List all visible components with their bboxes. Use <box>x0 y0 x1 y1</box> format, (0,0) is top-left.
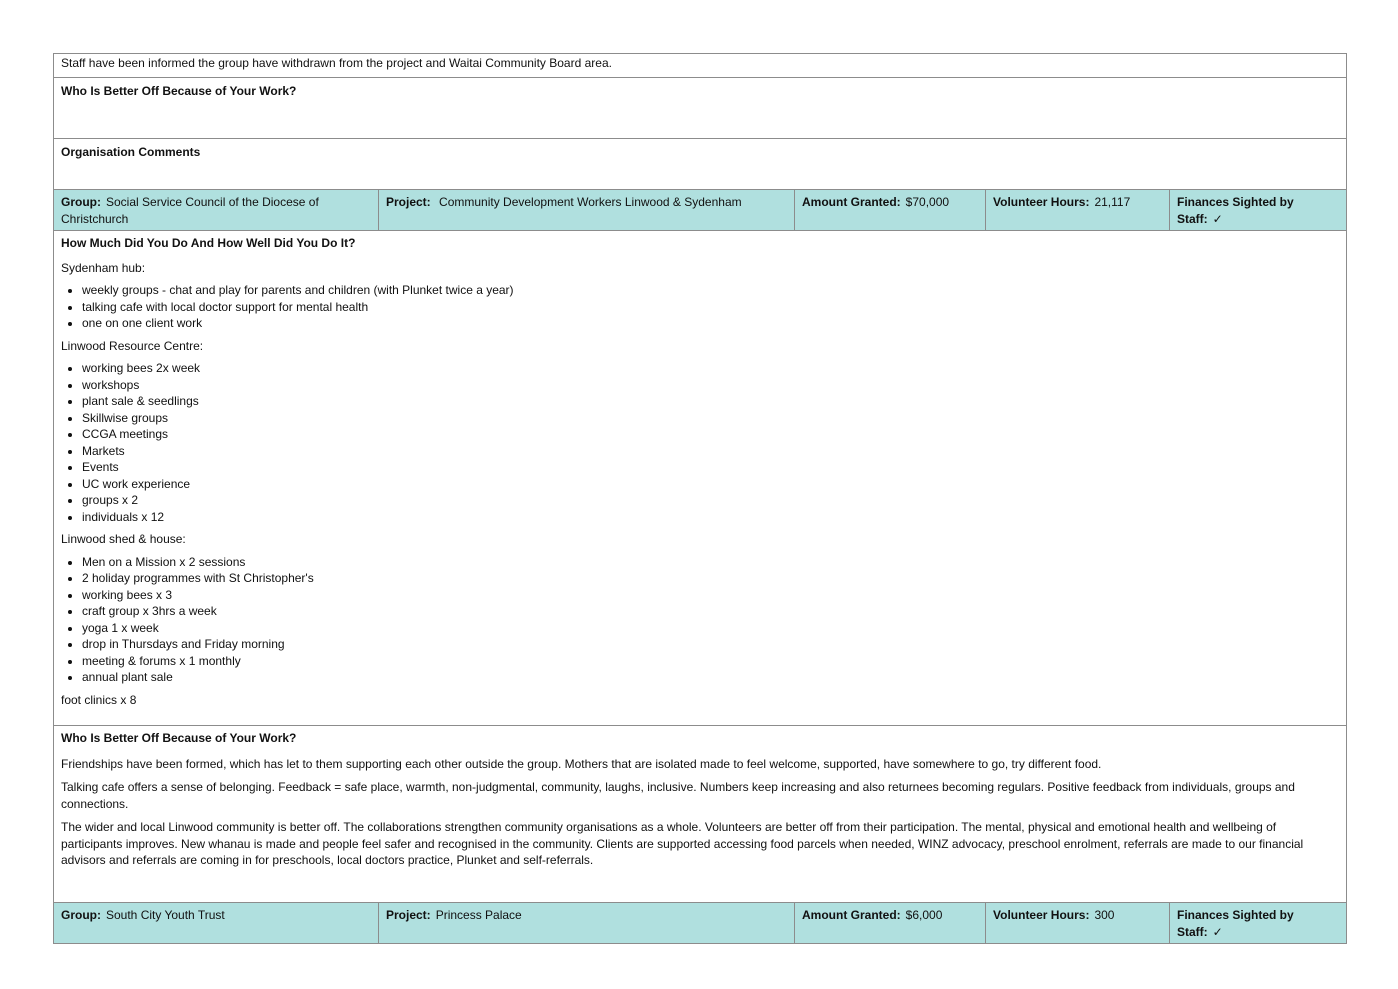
entry1-better-off-row <box>54 726 1347 903</box>
list-item: • individuals x 12 <box>82 509 1339 526</box>
entry1-project-value: Community Development Workers Linwood & Sydenham <box>439 195 742 209</box>
entry1-group-cell <box>54 190 379 231</box>
list-item: • one on one client work <box>82 315 1339 332</box>
grants-table <box>53 53 1347 944</box>
list-item: • Markets <box>82 443 1339 460</box>
entry1-group-value: Social Service Council of the Diocese of Christchurch <box>61 195 319 226</box>
entry1-project-cell <box>379 190 795 231</box>
entry2-finances-cell <box>1170 903 1347 944</box>
entry1-header-row <box>54 190 1347 231</box>
list-item: • Events <box>82 459 1339 476</box>
volunteer-label: Volunteer Hours: <box>993 195 1090 209</box>
project-label: Project: <box>386 908 431 922</box>
entry1-volunteer-value: 21,117 <box>1094 195 1131 209</box>
entry1-how-much-row <box>54 231 1347 726</box>
list-item: • Skillwise groups <box>82 410 1339 427</box>
entry1-better-off-heading: Who Is Better Off Because of Your Work? <box>61 731 297 745</box>
list-item: • workshops <box>82 377 1339 394</box>
finances-label: Finances Sighted by Staff: <box>1177 195 1294 226</box>
list-item: • drop in Thursdays and Friday morning <box>82 636 1339 653</box>
list-item: • working bees 2x week <box>82 360 1339 377</box>
list-item: • 2 holiday programmes with St Christopher's <box>82 570 1339 587</box>
shed-list <box>61 554 1339 686</box>
group-label: Group: <box>61 908 101 922</box>
how-much-heading: How Much Did You Do And How Well Did You Do It? <box>61 236 356 250</box>
project-label: Project: <box>386 195 431 209</box>
entry2-volunteer-cell <box>986 903 1170 944</box>
entry1-finances-cell <box>1170 190 1347 231</box>
list-item: • talking cafe with local doctor support for mental health <box>82 299 1339 316</box>
amount-label: Amount Granted: <box>802 908 901 922</box>
list-item: • working bees x 3 <box>82 587 1339 604</box>
entry1-amount-value: $70,000 <box>905 195 950 209</box>
group-label: Group: <box>61 195 101 209</box>
linwood-list <box>61 360 1339 525</box>
sydenham-label: Sydenham hub: <box>61 260 146 275</box>
check-icon: ✓ <box>1212 924 1223 939</box>
list-item: • meeting & forums x 1 monthly <box>82 653 1339 670</box>
shed-label: Linwood shed & house: <box>61 532 186 546</box>
amount-label: Amount Granted: <box>802 195 901 209</box>
list-item: • weekly groups - chat and play for parents and children (with Plunket twice a year) <box>82 282 1339 299</box>
withdrawn-note: Staff have been informed the group have withdrawn from the project and Waitai Community Board area. <box>61 56 612 70</box>
entry2-amount-cell <box>795 903 986 944</box>
org-comments-row <box>54 139 1347 190</box>
volunteer-label: Volunteer Hours: <box>993 908 1090 922</box>
top-better-off-row <box>54 78 1347 139</box>
entry1-volunteer-cell <box>986 190 1170 231</box>
list-item: • groups x 2 <box>82 492 1339 509</box>
report-sheet <box>53 53 1346 944</box>
entry2-amount-value: $6,000 <box>905 908 943 922</box>
list-item: • UC work experience <box>82 476 1339 493</box>
list-item: • CCGA meetings <box>82 426 1339 443</box>
list-item: • annual plant sale <box>82 669 1339 686</box>
entry2-group-cell <box>54 903 379 944</box>
list-item: • Men on a Mission x 2 sessions <box>82 554 1339 571</box>
entry2-project-cell <box>379 903 795 944</box>
better-off-paragraph: Friendships have been formed, which has let to them supporting each other outside the group. Mothers that are isolated made to feel welcome, supported, have somewhere to go, try different food. <box>61 756 1102 771</box>
entry2-group-value: South City Youth Trust <box>106 908 225 922</box>
entry2-header-row <box>54 903 1347 944</box>
entry2-project-value: Princess Palace <box>435 908 522 922</box>
list-item: • plant sale & seedlings <box>82 393 1339 410</box>
top-better-off-heading: Who Is Better Off Because of Your Work? <box>61 84 297 98</box>
foot-clinics: foot clinics x 8 <box>61 692 137 707</box>
org-comments-heading: Organisation Comments <box>61 145 201 159</box>
list-item: • craft group x 3hrs a week <box>82 603 1339 620</box>
list-item: • yoga 1 x week <box>82 620 1339 637</box>
better-off-paragraph: The wider and local Linwood community is better off. The collaborations strengthen community organisations as a whole. Volunteers are better off from their participation. The mental, physical and emotional health and wellbeing of participants improves. New whanau is made and people feel safer and recognised in the community. Clients are supported accessing food parcels when needed, WINZ advocacy, preschool enrolment, referrals are made to our financial advisors and referrals are coming in for preschools, local doctors practice, Plunket and self-referrals. <box>61 820 1304 867</box>
finances-label: Finances Sighted by Staff: <box>1177 908 1294 939</box>
entry2-volunteer-value: 300 <box>1094 908 1115 922</box>
sydenham-list <box>61 282 1339 332</box>
linwood-label: Linwood Resource Centre: <box>61 338 204 353</box>
check-icon: ✓ <box>1212 211 1223 226</box>
better-off-paragraph: Talking cafe offers a sense of belonging. Feedback = safe place, warmth, non-judgmental, community, laughs, inclusive. Numbers keep increasing and also returnees becoming regulars. Positive feedback from individuals, groups and connections. <box>61 780 1295 811</box>
withdrawn-row <box>54 54 1347 78</box>
entry1-amount-cell <box>795 190 986 231</box>
